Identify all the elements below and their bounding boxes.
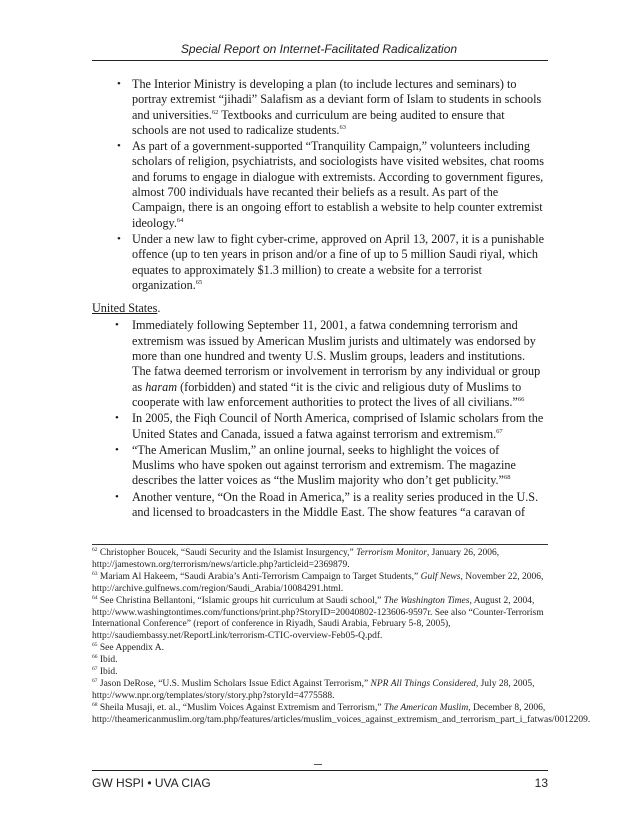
- bullet-icon: •: [115, 443, 119, 456]
- bullet-icon: •: [115, 490, 119, 503]
- list-item: [92, 411, 544, 442]
- footnote: [92, 572, 548, 596]
- footnote: [92, 679, 548, 703]
- footnote-ref[interactable]: 62: [211, 108, 219, 116]
- footnote: [92, 596, 548, 644]
- footnote-ref[interactable]: 67: [496, 427, 503, 435]
- footnote-separator: [92, 544, 548, 545]
- bullet-text: “The American Muslim,” an online journal, seeks to highlight the voices of Muslims who have spoken out against terrorism and extremism. The magazine describes the latter voices as “the Muslim majority who don’t get publicity.”: [132, 442, 516, 488]
- bullet-text: Textbooks and curriculum are being audited to ensure that schools are not used to radicalize students.: [132, 107, 505, 137]
- footnote: [92, 655, 548, 667]
- footnote-text: Christopher Boucek, “Saudi Security and the Islamist Insurgency,”: [99, 548, 357, 558]
- list-item: [92, 77, 544, 138]
- section-heading-period: .: [157, 301, 161, 316]
- body-text: [92, 77, 544, 521]
- footnote-text: Mariam Al Hakeem, “Saudi Arabia’s Anti-Terrorism Campaign to Target Students,”: [99, 571, 421, 582]
- bullet-icon: •: [117, 78, 121, 90]
- footer-mark: [314, 764, 322, 765]
- footnotes: [92, 547, 591, 727]
- footer-rule: [92, 770, 548, 771]
- footnote-number: 63: [92, 570, 98, 577]
- footnote-text: See Appendix A.: [99, 643, 164, 654]
- footnote-source: Terrorism Monitor: [356, 548, 427, 558]
- bullet-text: As part of a government-supported “Tranquility Campaign,” volunteers including scholars of religion, psychiatrists, and sociologists have visited websites, chat rooms and forums to engage in dialogue with extremists. According to government figures, almost 700 individuals have recanted their beliefs as a result. As part of the Campaign, there is an ongoing effort to establish a website to help counter extremist ideology.: [132, 139, 544, 230]
- us-measures-list: [92, 318, 544, 520]
- footnote-ref[interactable]: 63: [339, 123, 346, 131]
- header-rule: [92, 60, 548, 61]
- list-item: [92, 490, 544, 521]
- footnote-number: 62: [92, 547, 98, 553]
- list-item: [92, 139, 544, 231]
- footnote-number: 67: [92, 677, 98, 684]
- footnote: [92, 548, 548, 572]
- footnote-number: 68: [92, 701, 98, 708]
- list-item: [92, 232, 544, 293]
- footnote-number: 65: [92, 642, 98, 649]
- bullet-text: The Interior Ministry is developing a plan (to include lectures and seminars) to portray extremist “jihadi” Salafism as a deviant form of Islam to students in schools and universities.: [132, 77, 542, 122]
- bullet-text: Immediately following September 11, 2001, a fatwa condemning terrorism and extremism was issued by American Muslim jurists and ultimately was endorsed by more than one hundred and twenty U.S. Muslim groups, leaders and institutions. The fatwa deemed terrorism or involvement in terrorism by any individual or group as: [132, 318, 541, 394]
- footnote-text: Sheila Musaji, et. al., “Muslim Voices Against Extremism and Terrorism,”: [99, 702, 384, 713]
- list-item: [92, 443, 544, 489]
- footnote-text: Ibid.: [99, 667, 118, 678]
- footnote-ref[interactable]: 66: [517, 395, 525, 403]
- footnote-ref[interactable]: 64: [176, 216, 184, 224]
- footnote-ref[interactable]: 65: [195, 278, 203, 286]
- footnote-source: The American Muslim: [383, 702, 469, 713]
- footnote: [92, 643, 548, 655]
- footnote-text: Jason DeRose, “U.S. Muslim Scholars Issue Edict Against Terrorism,”: [99, 678, 371, 689]
- footnote-text[interactable]: , January 26, 2006, http://jamestown.org/terrorism/news/article.php?articleid=2369879.: [92, 548, 500, 570]
- footnote-source: Gulf News: [420, 571, 461, 582]
- bullet-icon: •: [117, 232, 121, 245]
- list-item: [92, 318, 544, 410]
- footnote-text[interactable]: , August 2, 2004, http://www.washingtontimes.com/functions/print.php?StoryID=20040802-123606-9597r. See also “Counter-Terrorism International Conference” (report of conference in Riyadh, Saudi Arabia, February 5-8, 2005), http://saudiembassy.net/ReportLink/terrorism-CTIC-overview-Feb05-Q.pdf.: [92, 595, 544, 642]
- bullet-icon: •: [117, 140, 121, 153]
- saudi-measures-list: [92, 77, 544, 293]
- footnote-ref[interactable]: 68: [503, 474, 511, 482]
- footnote-source: NPR All Things Considered: [370, 678, 476, 689]
- section-heading-text: United States: [92, 301, 158, 316]
- footnote-number: 66: [92, 654, 98, 661]
- footnote-source: The Washington Times: [383, 595, 470, 606]
- footer-organization: GW HSPI • UVA CIAG: [92, 776, 211, 790]
- footnote-text[interactable]: , December 8, 2006, http://theamericanmuslim.org/tam.php/features/articles/muslim_voices_against_extremism_and_terrorism_part_i_fatwas/0012209.: [92, 702, 591, 725]
- italic-term: haram: [145, 379, 178, 394]
- footnote-number: 67: [92, 666, 98, 673]
- running-header: Special Report on Internet-Facilitated Radicalization: [180, 42, 458, 56]
- bullet-icon: •: [115, 412, 119, 425]
- footnote-text[interactable]: , November 22, 2006, http://archive.gulfnews.com/region/Saudi_Arabia/10084291.html.: [92, 571, 544, 594]
- footnote: [92, 667, 548, 679]
- bullet-text: Under a new law to fight cyber-crime, approved on April 13, 2007, it is a punishable offence (up to ten years in prison and/or a fine of up to 5 million Saudi riyal, which equates to approximately $1.3 million) to create a website for a terrorist organization.: [132, 231, 544, 292]
- footnote-text: See Christina Bellantoni, “Islamic groups hit curriculum at Saudi school,”: [99, 595, 384, 606]
- bullet-text: (forbidden) and stated “it is the civic and religious duty of Muslims to cooperate with law enforcement authorities to protect the lives of all civilians.”: [132, 379, 522, 409]
- page-number: 13: [534, 776, 548, 790]
- section-heading: [92, 301, 544, 316]
- footnote-text[interactable]: , July 28, 2005, http://www.npr.org/templates/story/story.php?storyId=4775588.: [92, 678, 535, 701]
- bullet-icon: •: [115, 319, 119, 332]
- bullet-text: In 2005, the Fiqh Council of North America, comprised of Islamic scholars from the United States and Canada, issued a fatwa against terrorism and extremism.: [132, 411, 544, 441]
- bullet-text: Another venture, “On the Road in America,” is a reality series produced in the U.S. and licensed to broadcasters in the Middle East. The show features “a caravan of: [132, 489, 539, 520]
- footnote-number: 64: [92, 594, 98, 601]
- footnote-text: Ibid.: [99, 655, 118, 666]
- footnote: [92, 701, 591, 727]
